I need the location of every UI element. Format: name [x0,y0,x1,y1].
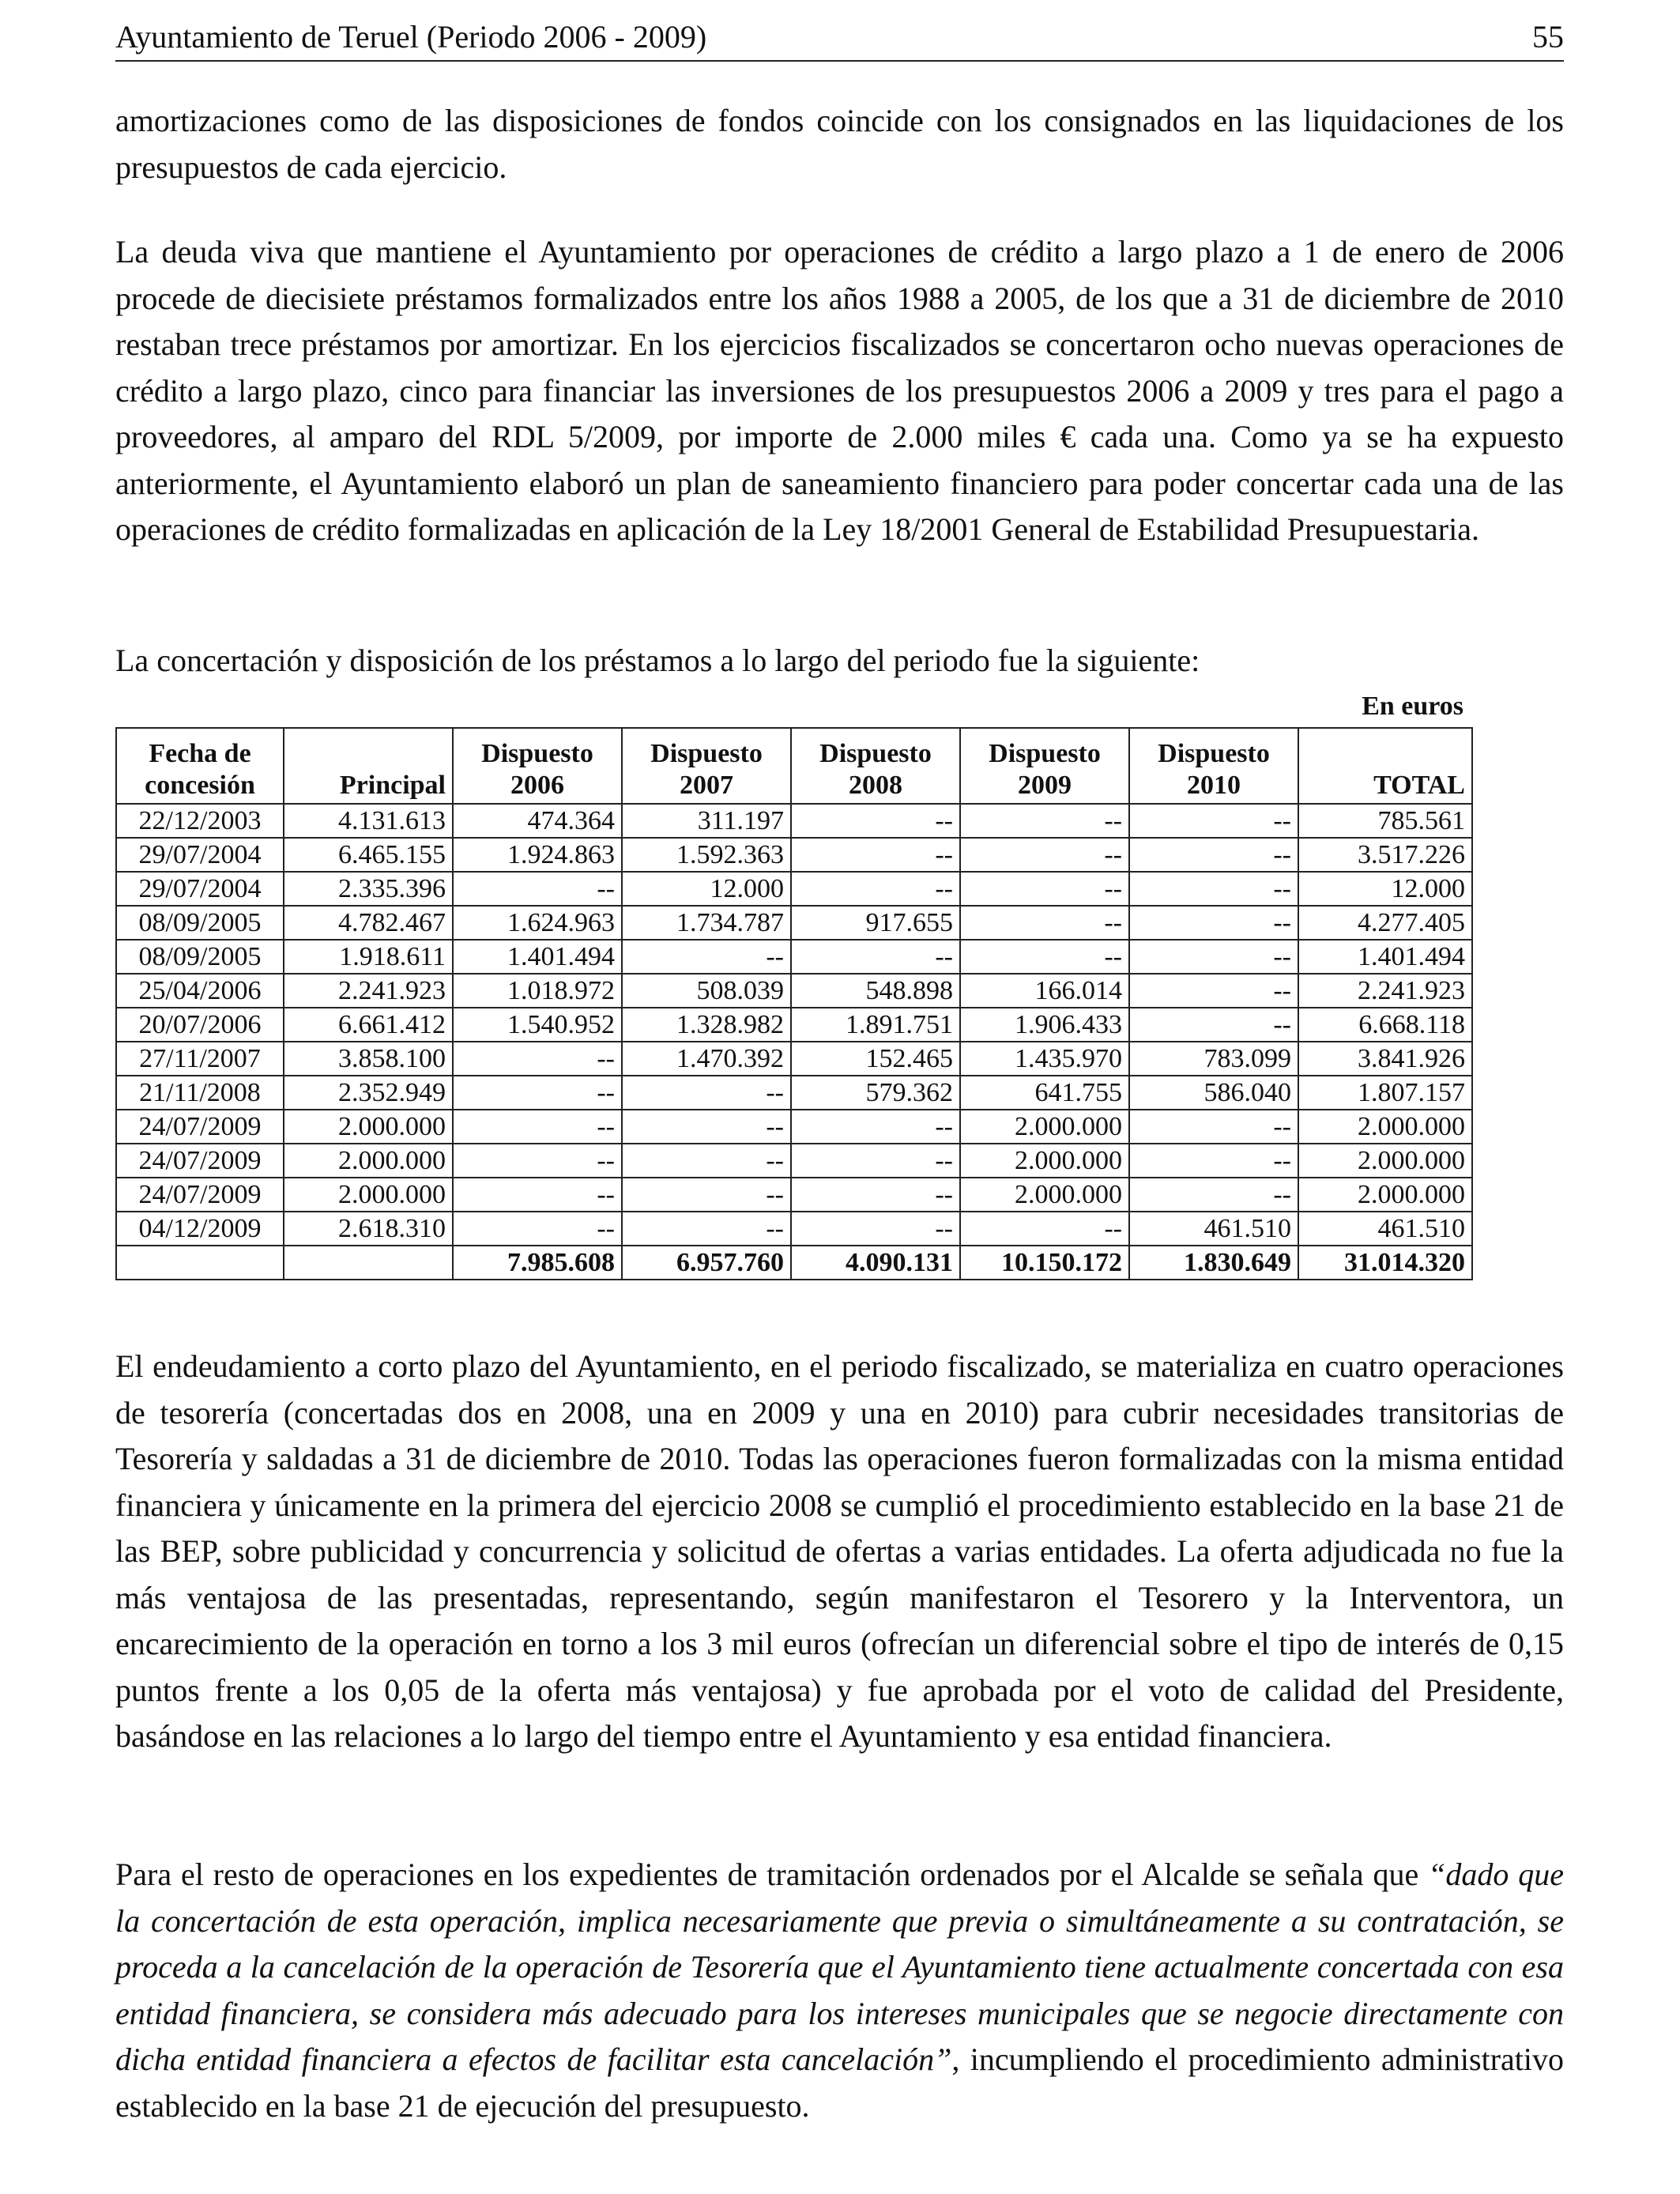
paragraph-1: amortizaciones como de las disposiciones de fondos coincide con los consignados en las liquidaciones de los presupuestos de cada ejercicio. [115,103,1564,185]
amount-cell: 1.924.863 [453,838,622,872]
column-header: Fecha de concesión [116,728,284,804]
amount-cell: -- [1129,1008,1298,1042]
amount-cell: -- [960,838,1129,872]
date-cell: 04/12/2009 [116,1212,284,1246]
amount-cell: 1.830.649 [1129,1246,1298,1280]
amount-cell: -- [1129,1110,1298,1144]
totals-row [116,1246,1472,1280]
paragraph-2: La deuda viva que mantiene el Ayuntamiento por operaciones de crédito a largo plazo a 1 de enero de 2006 procede de diecisiete préstamos formalizados entre los años 1988 a 2005, de los que a 31 de diciembre de 2010 restaban trece préstamos por amortizar. En los ejercicios fiscalizados se concertaron ocho nuevas operaciones de crédito a largo plazo, cinco para financiar las inversiones de los presupuestos 2006 a 2009 y tres para el pago a proveedores, al amparo del RDL 5/2009, por importe de 2.000 miles € cada una. Como ya se ha expuesto anteriormente, el Ayuntamiento elaboró un plan de saneamiento financiero para poder concertar cada una de las operaciones de crédito formalizadas en aplicación de la Ley 18/2001 General de Estabilidad Presupuestaria. [115,234,1564,547]
date-cell: 22/12/2003 [116,804,284,838]
table-row [116,838,1472,872]
amount-cell: 2.000.000 [960,1144,1129,1178]
date-cell: 08/09/2005 [116,906,284,940]
amount-cell: -- [453,1110,622,1144]
amount-cell: 4.277.405 [1298,906,1472,940]
amount-cell: -- [622,1178,791,1212]
table-row [116,1144,1472,1178]
amount-cell: -- [1129,838,1298,872]
amount-cell: 2.000.000 [960,1178,1129,1212]
table-row [116,804,1472,838]
table-row [116,1110,1472,1144]
amount-cell: -- [1129,906,1298,940]
column-header: Dispuesto 2009 [960,728,1129,804]
running-header [115,14,1564,62]
amount-cell: 1.734.787 [622,906,791,940]
amount-cell: -- [791,1110,960,1144]
amount-cell: -- [453,1178,622,1212]
table-row [116,1008,1472,1042]
amount-cell: -- [791,838,960,872]
amount-cell: 586.040 [1129,1076,1298,1110]
table-row [116,940,1472,974]
date-cell: 29/07/2004 [116,872,284,906]
table-row [116,1042,1472,1076]
date-cell: 27/11/2007 [116,1042,284,1076]
amount-cell: 2.000.000 [284,1178,453,1212]
paragraph-5-quote: “dado que la concertación de esta operación, implica necesariamente que previa o simultáneamente a su contratación, se proceda a la cancelación de la operación de Tesorería que el Ayuntamiento tiene actualmente concertada con esa entidad financiera, se considera más adecuado para los intereses municipales que se negocie directamente con dicha entidad financiera a efectos de facilitar esta cancelación” [115,1857,1565,2077]
amount-cell: 2.352.949 [284,1076,453,1110]
amount-cell: 2.000.000 [284,1144,453,1178]
loans-table [115,727,1473,1280]
amount-cell: 2.000.000 [1298,1144,1472,1178]
amount-cell: 461.510 [1129,1212,1298,1246]
amount-cell: 2.000.000 [1298,1110,1472,1144]
amount-cell: -- [791,804,960,838]
amount-cell: 1.435.970 [960,1042,1129,1076]
date-cell: 24/07/2009 [116,1110,284,1144]
amount-cell: 1.592.363 [622,838,791,872]
amount-cell: 2.000.000 [960,1110,1129,1144]
amount-cell: -- [960,804,1129,838]
amount-cell: 311.197 [622,804,791,838]
paragraph-3: La concertación y disposición de los préstamos a lo largo del periodo fue la siguiente: [115,643,1200,678]
amount-cell: 461.510 [1298,1212,1472,1246]
amount-cell: -- [622,1144,791,1178]
amount-cell: 641.755 [960,1076,1129,1110]
amount-cell: -- [960,1212,1129,1246]
amount-cell: -- [791,1144,960,1178]
column-header: Dispuesto 2006 [453,728,622,804]
amount-cell: 3.841.926 [1298,1042,1472,1076]
header-title: Ayuntamiento de Teruel (Periodo 2006 - 2009) [115,19,707,55]
date-cell: 29/07/2004 [116,838,284,872]
amount-cell: -- [1129,940,1298,974]
table-body [116,804,1472,1280]
table-row [116,1178,1472,1212]
amount-cell: 1.918.611 [284,940,453,974]
amount-cell: 166.014 [960,974,1129,1008]
amount-cell: 579.362 [791,1076,960,1110]
paragraph-5 [115,1852,1564,2129]
column-header: Dispuesto 2010 [1129,728,1298,804]
amount-cell: 6.465.155 [284,838,453,872]
table-row [116,872,1472,906]
date-cell: 24/07/2009 [116,1144,284,1178]
amount-cell: 4.090.131 [791,1246,960,1280]
amount-cell: 6.668.118 [1298,1008,1472,1042]
amount-cell: -- [1129,1144,1298,1178]
date-cell [116,1246,284,1280]
amount-cell: 1.018.972 [453,974,622,1008]
amount-cell: 785.561 [1298,804,1472,838]
amount-cell: 1.401.494 [1298,940,1472,974]
date-cell: 20/07/2006 [116,1008,284,1042]
amount-cell: 1.891.751 [791,1008,960,1042]
amount-cell: 2.000.000 [284,1110,453,1144]
amount-cell: -- [622,940,791,974]
table-row [116,1076,1472,1110]
amount-cell: -- [791,1212,960,1246]
amount-cell: 1.328.982 [622,1008,791,1042]
amount-cell: -- [453,1042,622,1076]
amount-cell: -- [791,1178,960,1212]
amount-cell: 2.618.310 [284,1212,453,1246]
amount-cell: 1.807.157 [1298,1076,1472,1110]
amount-cell: -- [453,1212,622,1246]
amount-cell: 3.858.100 [284,1042,453,1076]
amount-cell: -- [622,1076,791,1110]
amount-cell: 1.540.952 [453,1008,622,1042]
amount-cell: 2.241.923 [1298,974,1472,1008]
paragraph-4: El endeudamiento a corto plazo del Ayuntamiento, en el periodo fiscalizado, se materializa en cuatro operaciones de tesorería (concertadas dos en 2008, una en 2009 y una en 2010) para cubrir necesidades transitorias de Tesorería y saldadas a 31 de diciembre de 2010. Todas las operaciones fueron formalizadas con la misma entidad financiera y únicamente en la primera del ejercicio 2008 se cumplió el procedimiento establecido en la base 21 de las BEP, sobre publicidad y concurrencia y solicitud de ofertas a varias entidades. La oferta adjudicada no fue la más ventajosa de las presentadas, representando, según manifestaron el Tesorero y la Interventora, un encarecimiento de la operación en torno a los 3 mil euros (ofrecían un diferencial sobre el tipo de interés de 0,15 puntos frente a los 0,05 de la oferta más ventajosa) y fue aprobada por el voto de calidad del Presidente, basándose en las relaciones a lo largo del tiempo entre el Ayuntamiento y esa entidad financiera. [115,1348,1564,1754]
amount-cell: -- [453,872,622,906]
amount-cell: 1.624.963 [453,906,622,940]
amount-cell: -- [453,1076,622,1110]
amount-cell: 6.661.412 [284,1008,453,1042]
unit-label: En euros [1362,692,1463,721]
date-cell: 08/09/2005 [116,940,284,974]
amount-cell: 12.000 [622,872,791,906]
amount-cell: 2.241.923 [284,974,453,1008]
amount-cell: 3.517.226 [1298,838,1472,872]
amount-cell: 4.782.467 [284,906,453,940]
amount-cell: 917.655 [791,906,960,940]
amount-cell: -- [453,1144,622,1178]
amount-cell: 1.401.494 [453,940,622,974]
amount-cell: 2.000.000 [1298,1178,1472,1212]
page-number: 55 [1532,19,1564,55]
amount-cell: 508.039 [622,974,791,1008]
date-cell: 21/11/2008 [116,1076,284,1110]
table-row [116,1212,1472,1246]
amount-cell: -- [1129,974,1298,1008]
amount-cell: -- [622,1110,791,1144]
amount-cell: 548.898 [791,974,960,1008]
paragraph-5-intro: Para el resto de operaciones en los expedientes de tramitación ordenados por el Alcalde se señala que [115,1857,1429,1892]
amount-cell: 474.364 [453,804,622,838]
amount-cell: 31.014.320 [1298,1246,1472,1280]
amount-cell: -- [1129,872,1298,906]
amount-cell: 1.470.392 [622,1042,791,1076]
amount-cell: 1.906.433 [960,1008,1129,1042]
table-row [116,974,1472,1008]
amount-cell: 2.335.396 [284,872,453,906]
column-header: Dispuesto 2008 [791,728,960,804]
amount-cell: 12.000 [1298,872,1472,906]
column-header: Principal [284,728,453,804]
table-row [116,906,1472,940]
amount-cell [284,1246,453,1280]
amount-cell: -- [622,1212,791,1246]
amount-cell: 7.985.608 [453,1246,622,1280]
amount-cell: 10.150.172 [960,1246,1129,1280]
paragraph-5-outro: , incumpliendo el procedimiento administrativo establecido en la base 21 de ejecución del presupuesto. [115,2041,1564,2124]
amount-cell: -- [791,872,960,906]
amount-cell: -- [960,906,1129,940]
column-header: Dispuesto 2007 [622,728,791,804]
date-cell: 24/07/2009 [116,1178,284,1212]
amount-cell: 152.465 [791,1042,960,1076]
column-header: TOTAL [1298,728,1472,804]
amount-cell: -- [960,940,1129,974]
table-header-row [116,728,1472,804]
date-cell: 25/04/2006 [116,974,284,1008]
amount-cell: -- [960,872,1129,906]
amount-cell: 783.099 [1129,1042,1298,1076]
amount-cell: -- [1129,1178,1298,1212]
amount-cell: -- [1129,804,1298,838]
amount-cell: 6.957.760 [622,1246,791,1280]
amount-cell: 4.131.613 [284,804,453,838]
amount-cell: -- [791,940,960,974]
